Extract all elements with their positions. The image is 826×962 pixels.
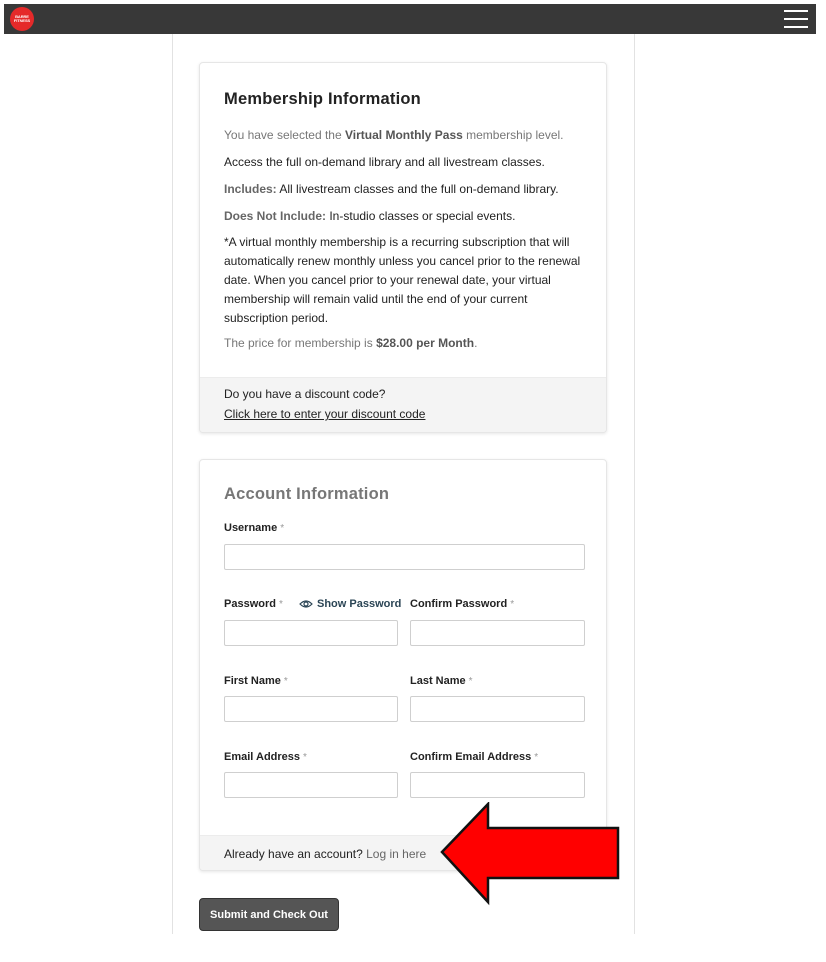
red-arrow-icon xyxy=(436,802,622,906)
login-prompt: Already have an account? Log in here xyxy=(224,847,427,861)
show-password-toggle[interactable] xyxy=(299,598,401,610)
email-label: Email Address * xyxy=(224,751,307,763)
logo-line-1: BARRE xyxy=(15,13,29,19)
top-navigation-bar xyxy=(4,4,816,34)
first-name-input[interactable] xyxy=(224,696,398,722)
password-label: Password * xyxy=(224,598,283,610)
username-input[interactable] xyxy=(224,544,585,570)
confirm-email-label: Confirm Email Address * xyxy=(410,751,539,763)
confirm-email-input[interactable] xyxy=(410,772,585,798)
hamburger-menu-icon[interactable] xyxy=(784,10,808,28)
logo-text xyxy=(14,15,30,24)
account-title: Account Information xyxy=(224,485,390,503)
show-password-label: Show Password xyxy=(317,598,402,610)
email-input[interactable] xyxy=(224,772,398,798)
confirm-password-label: Confirm Password * xyxy=(410,598,515,610)
eye-icon xyxy=(299,599,313,609)
confirm-password-input[interactable] xyxy=(410,620,585,646)
membership-information-card xyxy=(199,62,607,433)
username-label: Username * xyxy=(224,522,285,534)
subscription-note: *A virtual monthly membership is a recurring subscription that will automatically renew monthly unless you cancel prior to the renewal date. When you cancel prior to your renewal date, your virtual membership will remain valid until the end of your current subscription period. xyxy=(224,235,581,325)
submit-checkout-button[interactable]: Submit and Check Out xyxy=(199,898,339,931)
discount-code-link[interactable]: Click here to enter your discount code xyxy=(224,407,426,421)
access-text: Access the full on-demand library and all livestream classes. xyxy=(224,155,545,169)
first-name-label: First Name * xyxy=(224,675,288,687)
membership-title: Membership Information xyxy=(224,90,421,108)
price-text: The price for membership is $28.00 per Month. xyxy=(224,336,478,350)
includes-text: Includes: All livestream classes and the full on-demand library. xyxy=(224,182,559,196)
password-input[interactable] xyxy=(224,620,398,646)
last-name-input[interactable] xyxy=(410,696,585,722)
last-name-label: Last Name * xyxy=(410,675,473,687)
site-logo[interactable] xyxy=(10,7,34,31)
discount-footer xyxy=(200,377,606,433)
excludes-text: Does Not Include: In-studio classes or special events. xyxy=(224,209,516,223)
discount-question: Do you have a discount code? xyxy=(224,387,386,401)
logo-line-2: FITNESS xyxy=(13,18,31,23)
login-link[interactable]: Log in here xyxy=(366,847,427,861)
selected-level-text: You have selected the Virtual Monthly Pass membership level. xyxy=(224,128,564,142)
